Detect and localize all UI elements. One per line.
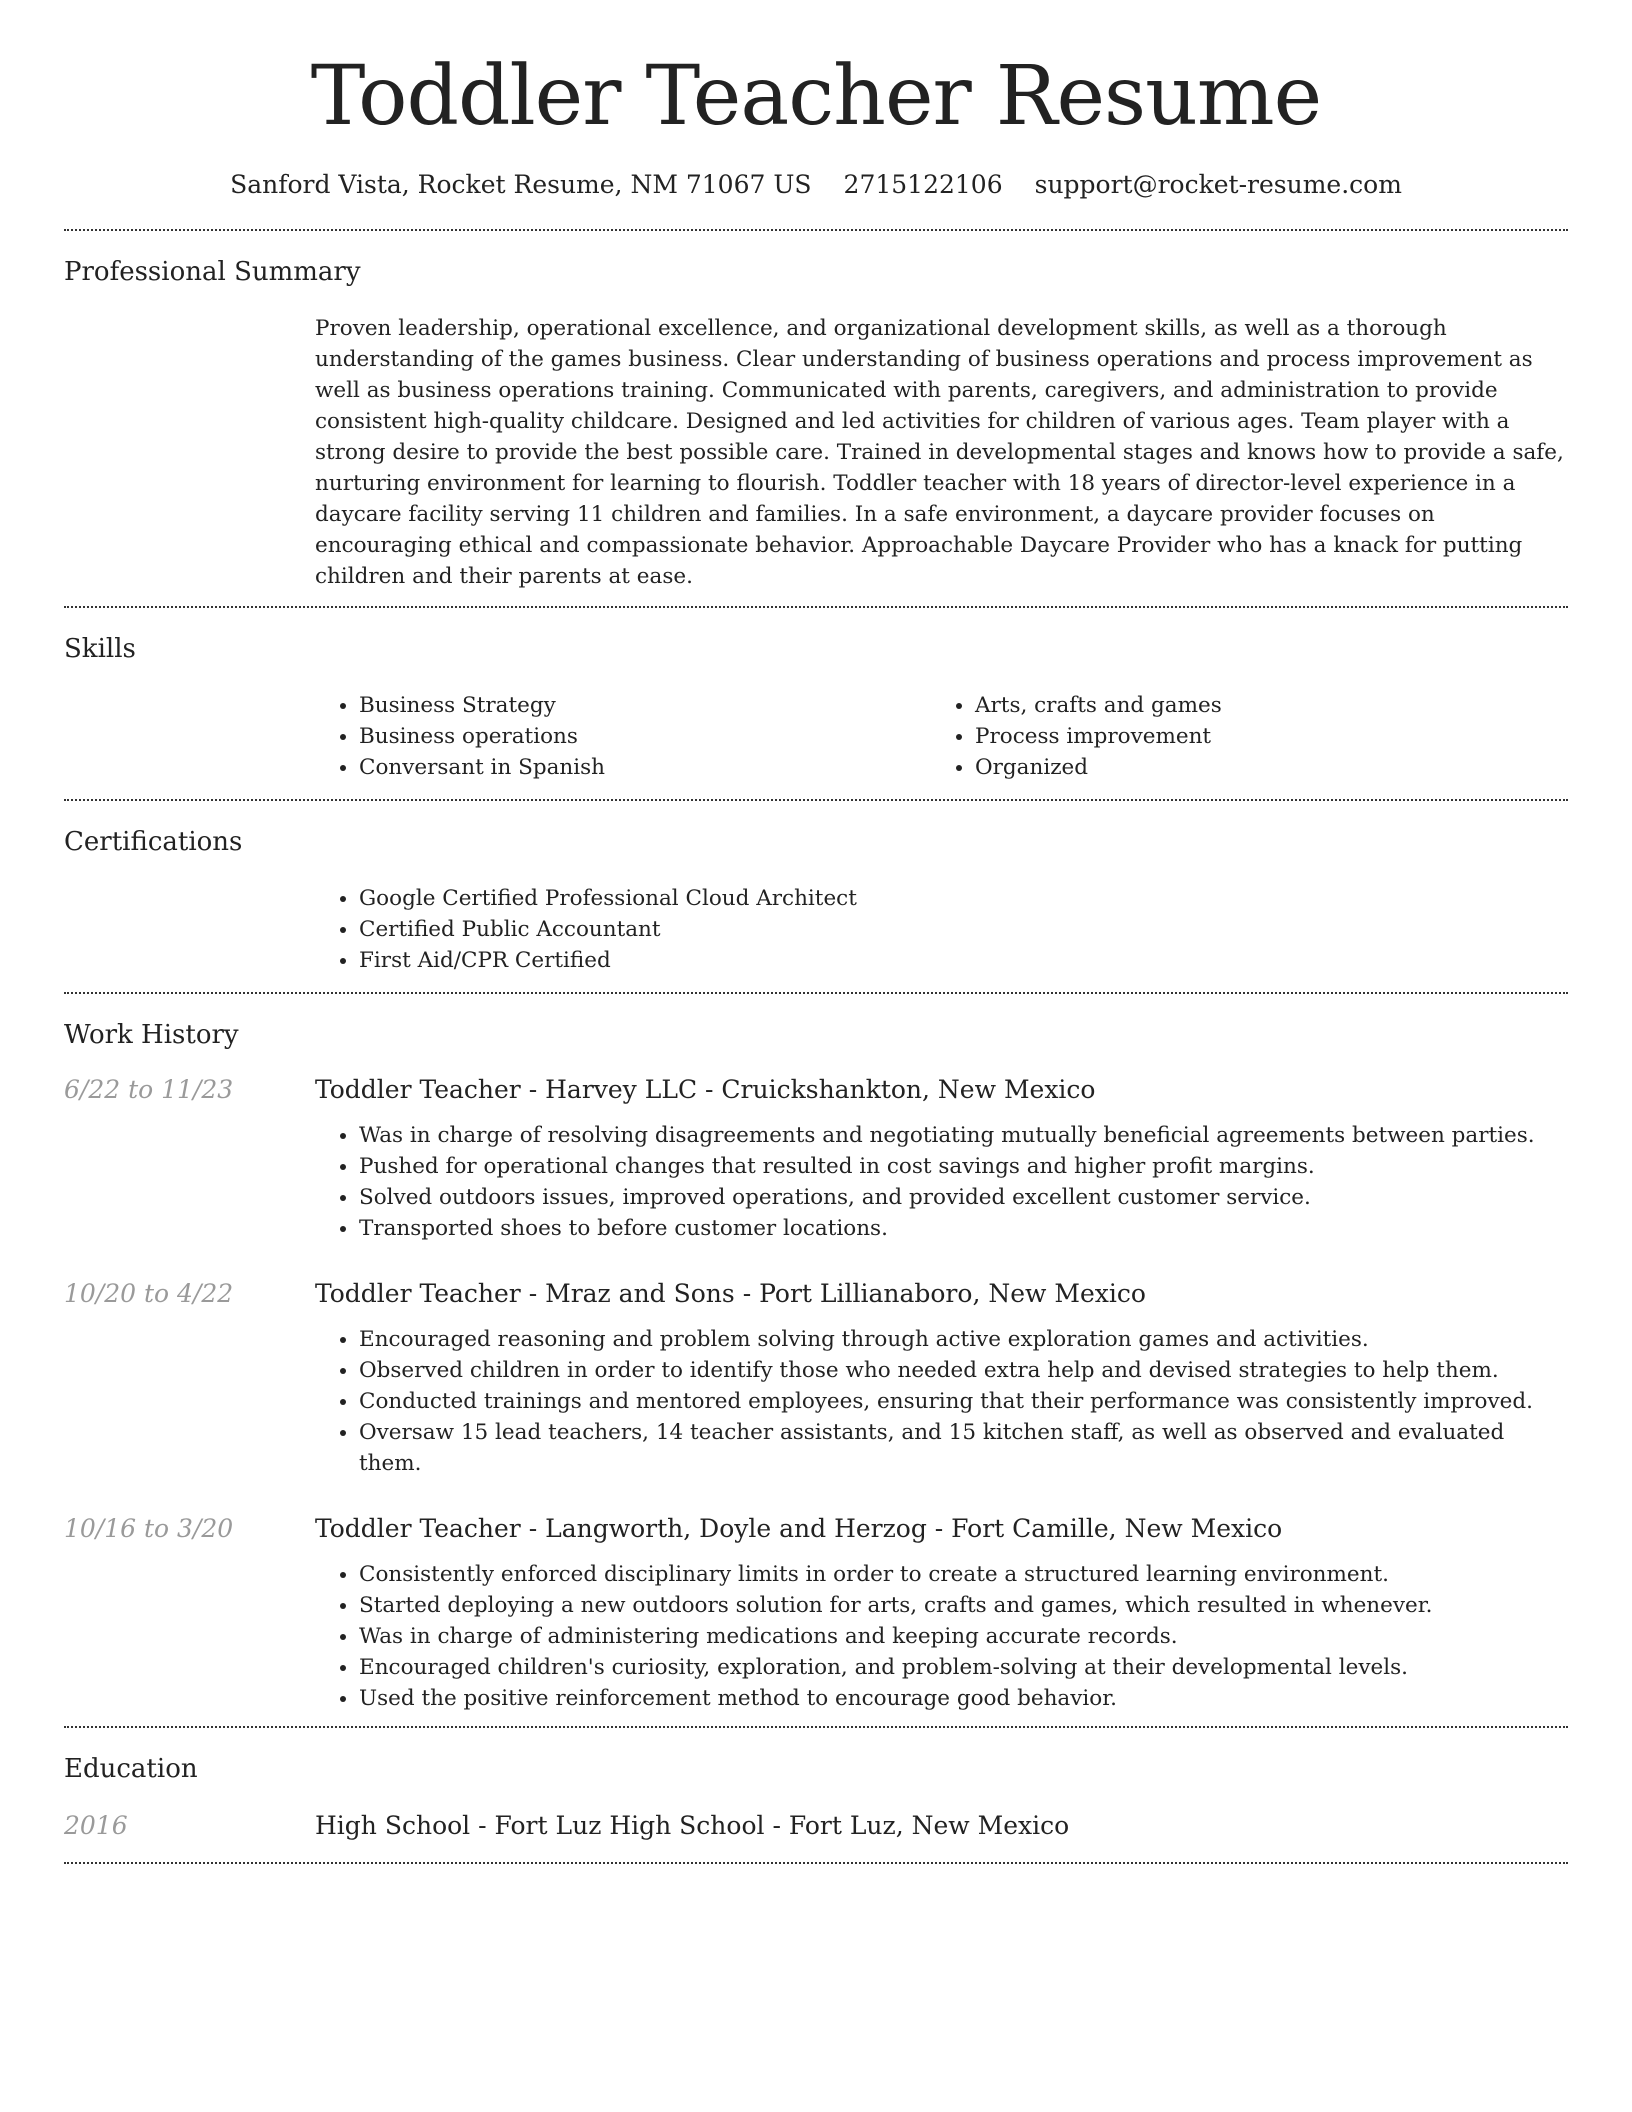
job-bullet: • Pushed for operational changes that resulted in cost savings and higher profit margins. xyxy=(359,1151,1568,1182)
job-bullet: • Started deploying a new outdoors solution for arts, crafts and games, which resulted in whenever. xyxy=(359,1590,1568,1621)
job-bullet: • Transported shoes to before customer locations. xyxy=(359,1213,1568,1244)
skills-grid xyxy=(315,664,1568,799)
skill-item: • Business Strategy xyxy=(359,690,931,721)
skills-column-right xyxy=(931,690,1547,783)
job-details xyxy=(315,1511,1568,1714)
certification-item: • Google Certified Professional Cloud Architect xyxy=(359,883,1568,914)
job-role: Toddler Teacher xyxy=(315,1075,521,1105)
job-bullet: • Oversaw 15 lead teachers, 14 teacher assistants, and 15 kitchen staff, as well as observed and evaluated them. xyxy=(359,1417,1568,1479)
skill-item: • Arts, crafts and games xyxy=(975,690,1547,721)
job-entry xyxy=(64,1276,1568,1479)
summary-text: Proven leadership, operational excellence, and organizational development skills, as well as a thorough understanding of the games business. Clear understanding of business operations and process improvement as well as business operations training. Communicated with parents, caregivers, and administration to provide consistent high-quality childcare. Designed and led activities for children of various ages. Team player with a strong desire to provide the best possible care. Trained in developmental stages and knows how to provide a safe, nurturing environment for learning to flourish. Toddler teacher with 18 years of director-level experience in a daycare facility serving 11 children and families. In a safe environment, a daycare provider focuses on encouraging ethical and compassionate behavior. Approachable Daycare Provider who has a knack for putting children and their parents at ease. xyxy=(315,316,1564,590)
job-bullet: • Used the positive reinforcement method to encourage good behavior. xyxy=(359,1683,1568,1714)
certifications-list xyxy=(315,883,1568,976)
contact-email: support@rocket-resume.com xyxy=(1034,170,1402,200)
job-bullet: • Conducted trainings and mentored employees, ensuring that their performance was consistently improved. xyxy=(359,1386,1568,1417)
education-school: - Fort Luz High School - Fort Luz, New Mexico xyxy=(470,1811,1070,1841)
skill-item: • Organized xyxy=(975,752,1547,783)
job-employer: - Langworth, Doyle and Herzog - Fort Camille, New Mexico xyxy=(520,1514,1283,1544)
education-section xyxy=(64,1728,1568,1862)
job-details xyxy=(315,1072,1568,1244)
section-heading-certifications: Certifications xyxy=(64,827,243,858)
job-dates: 6/22 to 11/23 xyxy=(64,1075,234,1105)
summary-body xyxy=(315,287,1568,606)
job-bullet: • Encouraged reasoning and problem solving through active exploration games and activities. xyxy=(359,1324,1568,1355)
job-dates: 10/16 to 3/20 xyxy=(64,1514,234,1544)
skills-list-left xyxy=(315,690,931,783)
skills-section xyxy=(64,608,1568,799)
resume-header xyxy=(64,0,1568,199)
section-heading-skills: Skills xyxy=(64,634,136,665)
certification-item: • Certified Public Accountant xyxy=(359,914,1568,945)
professional-summary-section xyxy=(64,231,1568,606)
job-bullet: • Was in charge of resolving disagreements and negotiating mutually beneficial agreements between parties. xyxy=(359,1120,1568,1151)
job-title xyxy=(315,1072,1568,1108)
section-heading-work: Work History xyxy=(64,1020,239,1051)
skills-list-right xyxy=(931,690,1547,783)
skills-column-left xyxy=(315,690,931,783)
section-heading-education: Education xyxy=(64,1754,198,1785)
job-title xyxy=(315,1511,1568,1547)
job-employer: - Mraz and Sons - Port Lillianaboro, New Mexico xyxy=(520,1279,1146,1309)
contact-address: Sanford Vista, Rocket Resume, NM 71067 US xyxy=(230,170,812,200)
education-year: 2016 xyxy=(64,1811,128,1841)
contact-phone: 2715122106 xyxy=(843,170,1003,200)
work-history-section xyxy=(64,994,1568,1726)
job-title xyxy=(315,1276,1568,1312)
job-dates: 10/20 to 4/22 xyxy=(64,1279,234,1309)
certifications-section xyxy=(64,801,1568,992)
job-bullet: • Consistently enforced disciplinary limits in order to create a structured learning environment. xyxy=(359,1559,1568,1590)
skill-item: • Business operations xyxy=(359,721,931,752)
job-details xyxy=(315,1276,1568,1479)
job-entry xyxy=(64,1072,1568,1244)
job-bullet: • Solved outdoors issues, improved operations, and provided excellent customer service. xyxy=(359,1182,1568,1213)
education-degree: High School xyxy=(315,1811,471,1841)
job-bullets xyxy=(315,1312,1568,1479)
job-bullet: • Encouraged children's curiosity, exploration, and problem-solving at their developmental levels. xyxy=(359,1652,1568,1683)
education-title xyxy=(315,1808,1568,1844)
job-bullets xyxy=(315,1108,1568,1244)
job-entry xyxy=(64,1511,1568,1714)
job-role: Toddler Teacher xyxy=(315,1514,521,1544)
job-bullet: • Observed children in order to identify those who needed extra help and devised strategies to help them. xyxy=(359,1355,1568,1386)
job-bullets xyxy=(315,1547,1568,1714)
job-employer: - Harvey LLC - Cruickshankton, New Mexico xyxy=(520,1075,1096,1105)
section-heading-summary: Professional Summary xyxy=(64,257,361,288)
certifications-body xyxy=(315,857,1568,992)
job-role: Toddler Teacher xyxy=(315,1279,521,1309)
certification-item: • First Aid/CPR Certified xyxy=(359,945,1568,976)
job-bullet: • Was in charge of administering medications and keeping accurate records. xyxy=(359,1621,1568,1652)
education-entry xyxy=(64,1808,1568,1862)
education-details xyxy=(315,1808,1568,1844)
contact-line xyxy=(64,170,1568,199)
skill-item: • Conversant in Spanish xyxy=(359,752,931,783)
section-divider xyxy=(64,1862,1568,1864)
resume-title: Toddler Teacher Resume xyxy=(310,49,1322,144)
skill-item: • Process improvement xyxy=(975,721,1547,752)
